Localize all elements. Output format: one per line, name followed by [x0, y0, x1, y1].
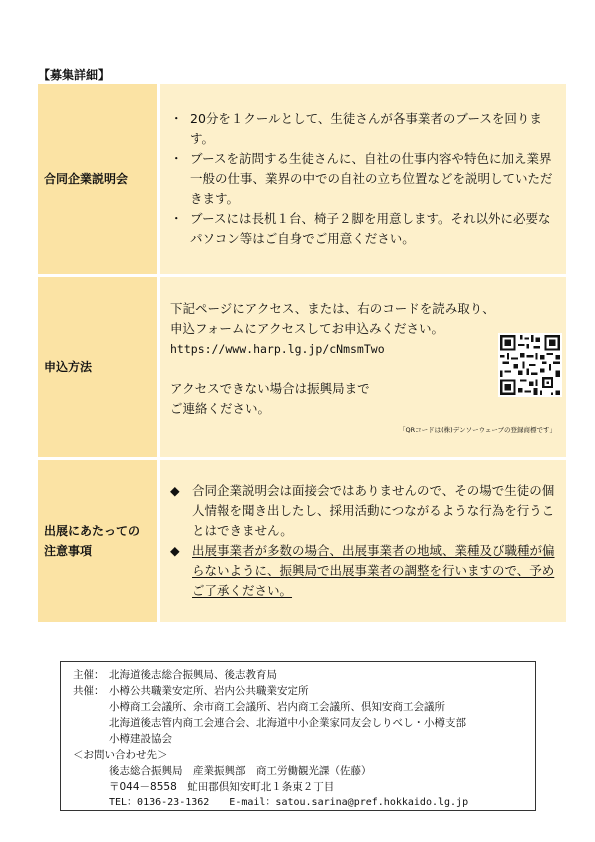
organizer-line	[73, 667, 527, 683]
qr-trademark-note: 「QRコードは(株)デンソーウェーブの登録商標です」	[399, 426, 556, 434]
row-label-apply: 申込方法	[38, 277, 160, 457]
list-item	[170, 109, 558, 149]
row-notes	[38, 460, 566, 625]
apply-line-3: アクセスできない場合は振興局まで	[170, 381, 370, 396]
bullet-text: 合同企業説明会は面接会ではありませんので、その場で生徒の個人情報を聞き出したし、採用活動につながるような行為を行うことはできません。	[192, 483, 555, 538]
diamond-bullet-icon: ◆	[170, 483, 180, 498]
qr-code-icon[interactable]	[498, 333, 562, 397]
apply-line-2: 申込フォームにアクセスしてお申込みください。	[170, 321, 445, 336]
apply-url-link[interactable]: https://www.harp.lg.jp/cNmsmTwo	[170, 342, 385, 356]
list-item	[170, 149, 558, 209]
cohost-key: 共催：	[73, 685, 105, 697]
list-item	[170, 541, 558, 601]
row-label-notes-line-1: 出展にあたっての	[44, 524, 141, 538]
row-briefing	[38, 84, 566, 277]
row-label-briefing: 合同企業説明会	[38, 84, 160, 274]
row-label-notes-line-2: 注意事項	[44, 544, 93, 558]
bullet-mark: ・	[170, 151, 183, 166]
row-apply	[38, 277, 566, 460]
contact-address: 〒044－8558 虻田郡倶知安町北１条東２丁目	[109, 781, 335, 793]
organizer-key: 主催：	[73, 669, 105, 681]
contact-department: 後志総合振興局 産業振興部 商工労働観光課（佐藤）	[109, 765, 372, 777]
cohost-line-2: 小樽商工会議所、余市商工会議所、岩内商工会議所、倶知安商工会議所	[109, 701, 445, 713]
bullet-mark: ・	[170, 211, 183, 226]
row-content-briefing	[160, 84, 566, 274]
contact-phone-email[interactable]: TEL：0136-23-1362 E-mail：satou.sarina@pref.hokkaido.lg.jp	[109, 797, 469, 808]
bullet-text: 20分を１クールとして、生徒さんが各事業者のブースを回ります。	[190, 111, 542, 146]
organizer-info-box	[60, 661, 536, 811]
organizer-value: 北海道後志総合振興局、後志教育局	[109, 669, 277, 681]
cohost-line-3: 北海道後志管内商工会連合会、北海道中小企業家同友会しりべし・小樽支部	[109, 717, 466, 729]
cohost-value: 小樽公共職業安定所、岩内公共職業安定所	[109, 685, 309, 697]
bullet-mark: ・	[170, 111, 183, 126]
cohost-line-4: 小樽建設協会	[109, 733, 172, 745]
bullet-text: ブースを訪問する生徒さんに、自社の仕事内容や特色に加え業界一般の仕事、業界の中での自社の立ち位置などを説明していただきます。	[190, 151, 553, 206]
bullet-text: ブースには長机１台、椅子２脚を用意します。それ以外に必要なパソコン等はご自身でご用意ください。	[190, 211, 551, 246]
row-label-notes	[38, 460, 160, 622]
diamond-bullet-icon: ◆	[170, 543, 180, 558]
list-item	[170, 209, 558, 249]
section-title: 【募集詳細】	[38, 68, 111, 82]
apply-line-4: ご連絡ください。	[170, 401, 271, 416]
row-content-apply	[160, 277, 566, 457]
list-item	[170, 481, 558, 541]
row-content-notes	[160, 460, 566, 622]
details-table	[38, 84, 566, 625]
cohost-line	[73, 683, 527, 699]
contact-heading: ＜お問い合わせ先＞	[73, 749, 168, 761]
apply-line-1: 下記ページにアクセス、または、右のコードを読み取り、	[170, 301, 495, 316]
bullet-text-underlined: 出展事業者が多数の場合、出展事業者の地域、業種及び職種が偏らないように、振興局で出展事業者の調整を行いますので、予めご了承ください。	[192, 543, 555, 598]
